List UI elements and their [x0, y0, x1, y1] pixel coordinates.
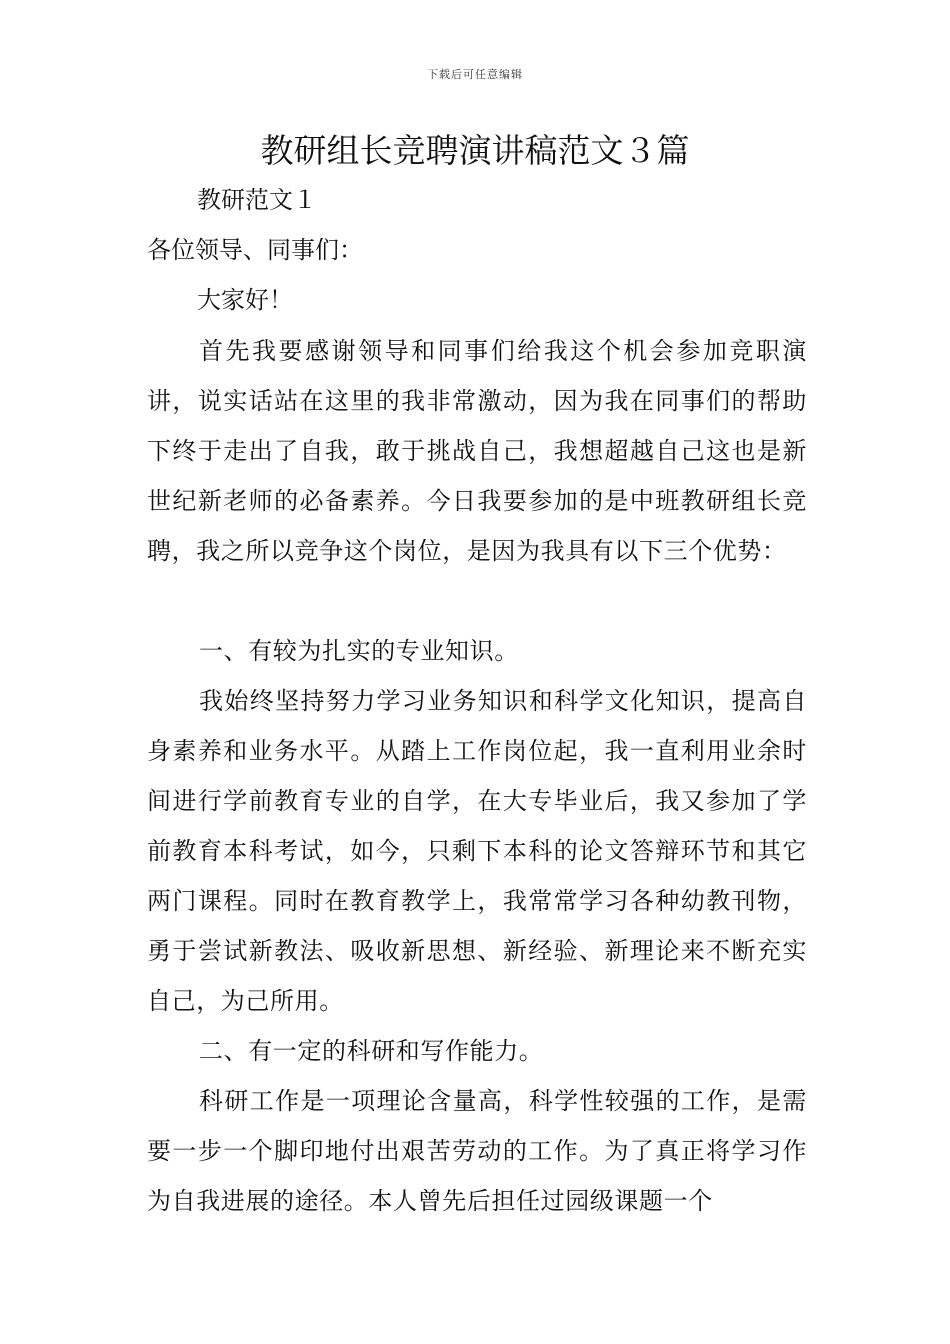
heading-point-one: 一、有较为扎实的专业知识。 [199, 637, 519, 665]
document-title: 教研组长竞聘演讲稿范文３篇 [260, 131, 690, 170]
header-note: 下载后可任意编辑 [427, 68, 523, 81]
heading-point-two: 二、有一定的科研和写作能力。 [199, 1037, 544, 1065]
salutation: 各位领导、同事们： [147, 236, 363, 264]
paragraph-point-one: 我始终坚持努力学习业务知识和科学文化知识，提高自身素养和业务水平。从踏上工作岗位起，我一直利用业余时间进行学前教育专业的自学，在大专毕业后，我又参加了学前教育本科考试，如今，只剩下本科的论文答辩环节和其它两门课程。同时在教育教学上，我常常学习各种幼教刊物，勇于尝试新教法、吸收新思想、新经验、新理论来不断充实自己，为己所用。 [147, 687, 807, 1015]
paragraph-point-two: 科研工作是一项理论含量高，科学性较强的工作，是需要一步一个脚印地付出艰苦劳动的工作。为了真正将学习作为自我进展的途径。本人曾先后担任过园级课题一个 [147, 1087, 807, 1215]
subheading: 教研范文１ [197, 186, 317, 214]
greeting: 大家好！ [197, 286, 293, 314]
paragraph-intro: 首先我要感谢领导和同事们给我这个机会参加竞职演讲，说实话站在这里的我非常激动，因为我在同事们的帮助下终于走出了自我，敢于挑战自己，我想超越自己这也是新世纪新老师的必备素养。今日我要参加的是中班教研组长竞聘，我之所以竞争这个岗位，是因为我具有以下三个优势： [147, 337, 807, 565]
